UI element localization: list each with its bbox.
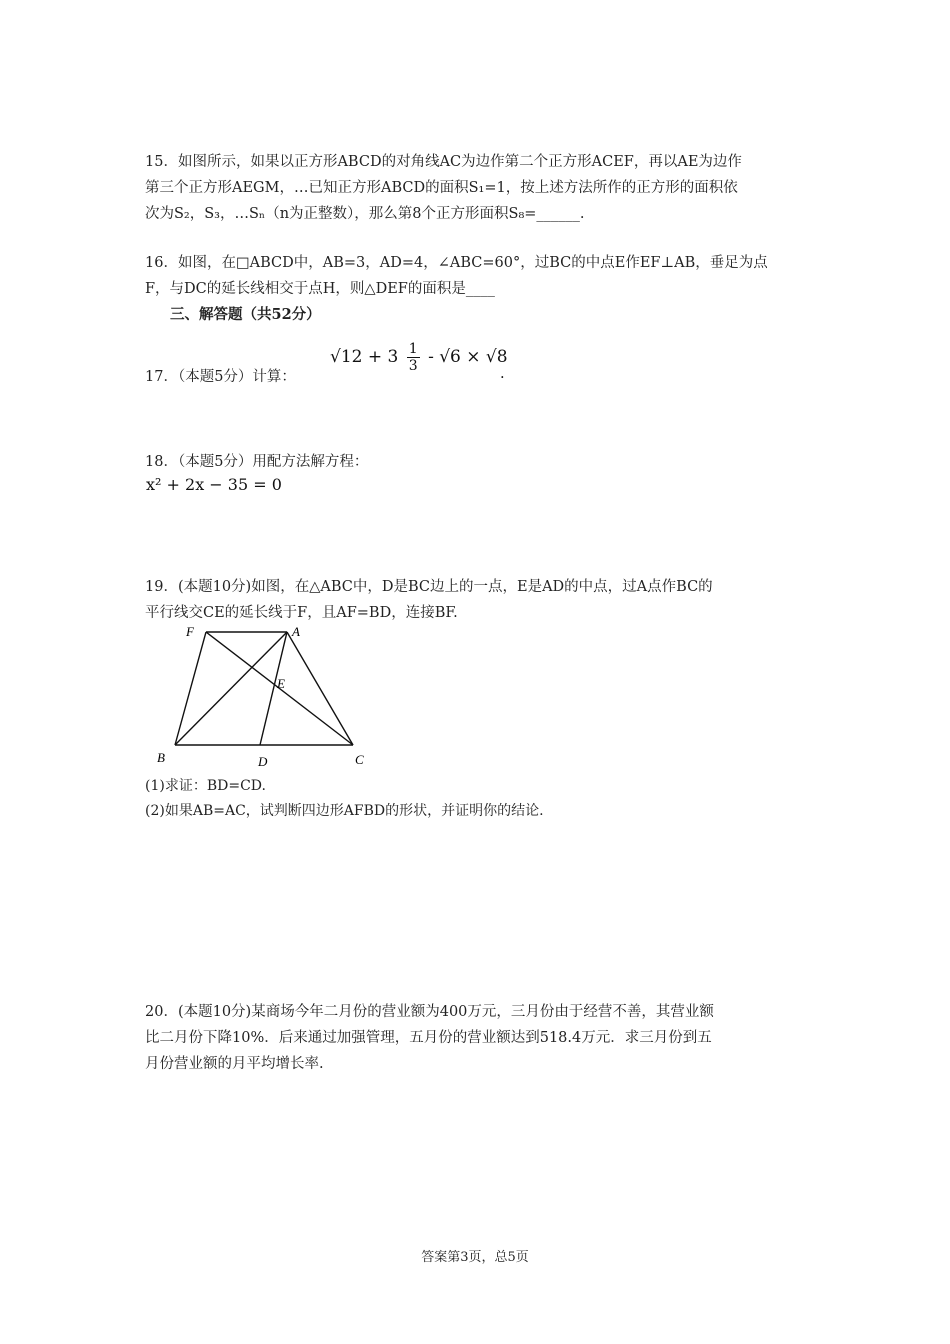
segment-fb [175,632,206,745]
q20-line-3: 月份营业额的月平均增长率. [145,1056,324,1072]
q19-part-1: (1)求证：BD=CD. [145,778,266,794]
label-e: E [277,676,285,691]
q19-line-1: 19．(本题10分)如图，在△ABC中，D是BC边上的一点，E是AD的中点，过A点作BC的 [145,579,713,595]
label-f: F [186,624,194,639]
q17-expression [330,341,508,374]
segment-ac [287,632,353,745]
q17-label: 17．（本题5分）计算： [145,369,296,385]
q20-line-2: 比二月份下降10%．后来通过加强管理，五月份的营业额达到518.4万元．求三月份到五 [145,1030,712,1046]
label-d: D [258,754,268,769]
label-c: C [355,752,364,767]
q19-figure [150,620,380,770]
q15-line-1: 15．如图所示，如果以正方形ABCD的对角线AC为边作第二个正方形ACEF，再以AE为边作 [145,154,742,170]
q15-line-2: 第三个正方形AEGM，…已知正方形ABCD的面积S₁=1，按上述方法所作的正方形的面积依 [145,180,738,196]
label-b: B [157,750,165,765]
q18-equation: x² + 2x − 35 = 0 [146,475,282,494]
q17-fraction [407,341,420,374]
q17-frac-den: 3 [408,358,418,374]
q16-line-2: F，与DC的延长线相交于点H，则△DEF的面积是____ [145,281,495,297]
segment-ab [175,632,287,745]
section-heading: 三、解答题（共52分） [170,306,321,323]
q19-line-2: 平行线交CE的延长线于F，且AF=BD，连接BF. [145,605,458,621]
q17-period: . [500,366,505,382]
q16-line-1: 16．如图，在□ABCD中，AB=3，AD=4，∠ABC=60°，过BC的中点E作EF⊥AB，垂足为点 [145,255,768,271]
q19-part-2: (2)如果AB=AC，试判断四边形AFBD的形状，并证明你的结论. [145,803,544,819]
q17-expr-a: √12 + 3 [330,347,399,367]
page-footer: 答案第3页，总5页 [421,1250,529,1265]
q15-line-3: 次为S₂，S₃，…Sₙ（n为正整数），那么第8个正方形面积S₈=______. [145,206,585,222]
label-a: A [292,624,300,639]
q17-expr-b: - √6 × √8 [428,347,508,367]
q18-label: 18．（本题5分）用配方法解方程： [145,454,369,470]
q17-frac-num: 1 [408,341,418,357]
q20-line-1: 20．(本题10分)某商场今年二月份的营业额为400万元，三月份由于经营不善，其营业额 [145,1004,714,1020]
